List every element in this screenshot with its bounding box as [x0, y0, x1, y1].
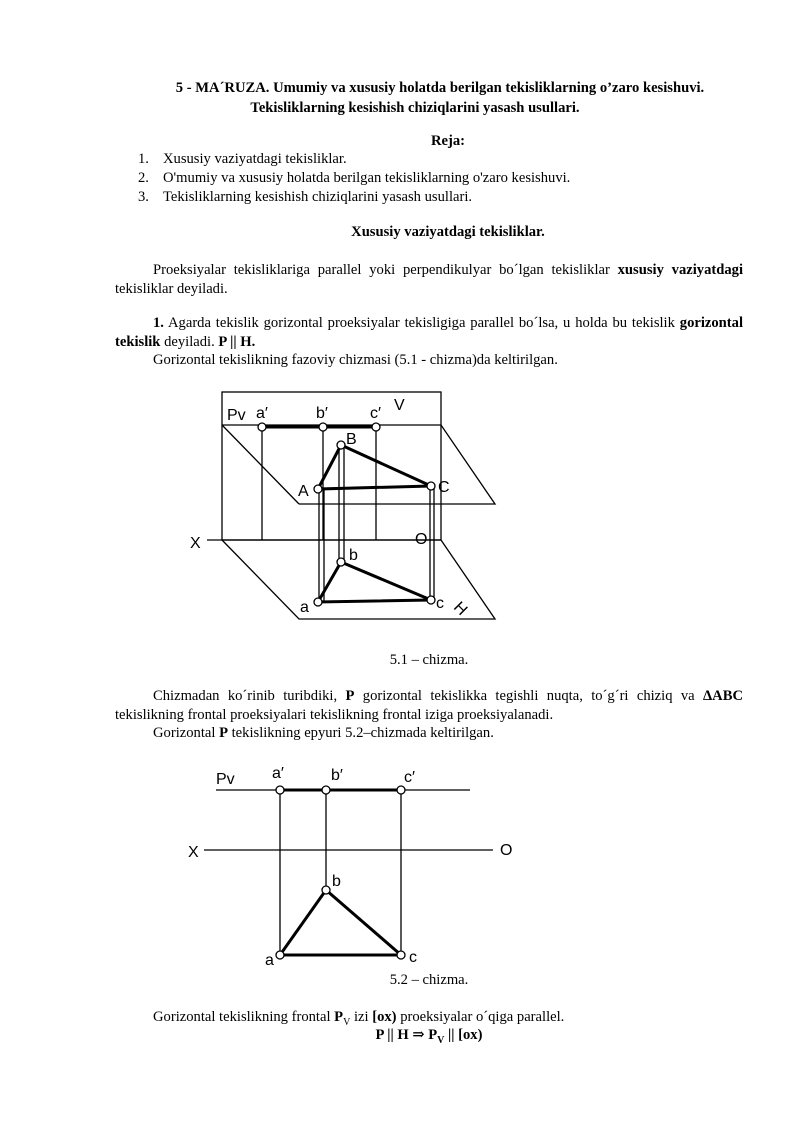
fig2-label-pv: Pv [216, 771, 235, 788]
fig1-label-o: O [415, 531, 428, 548]
paragraph-trace: Gorizontal tekislikning frontal $P_V$ izi [ox) proeksiyalar o´qiga parallel. [153, 1009, 565, 1028]
paragraph-definition: Proeksiyalar tekisliklariga parallel yoki perpendikulyar bo´lgan tekisliklar xususiy vaziyatdagi tekisliklar deyiladi. [115, 262, 743, 297]
paragraph-fig-ref: Gorizontal tekislikning fazoviy chizmasi (5.1 - chizma)da keltirilgan. [153, 352, 558, 368]
paragraph-horizontal-plane: 1. Agarda tekislik gorizontal proeksiyalar tekisligiga parallel bo´lsa, u holda bu tekislik gorizontal tekislik deyiladi. P || H. [115, 315, 743, 350]
plan-item: 3. Tekisliklarning kesishish chiziqlarini yasash usullari. [138, 189, 473, 205]
fig1-label-x: X [190, 535, 201, 552]
fig1-label-b1: b′ [316, 405, 328, 422]
fig1-label-B: B [346, 431, 357, 448]
fig2-label-b: b [332, 873, 341, 890]
paragraph-epure-ref: Gorizontal P tekislikning epyuri 5.2–chizmada keltirilgan. [153, 725, 494, 741]
fig2-label-a1: a′ [272, 765, 284, 782]
fig1-label-c: c [436, 595, 444, 612]
formula: P || H ⇒ $P_V$ || [ox) [375, 1027, 483, 1046]
section-heading: Xususiy vaziyatdagi tekisliklar. [351, 224, 545, 240]
fig1-label-A: A [298, 483, 309, 500]
fig2-label-o: O [500, 842, 513, 859]
fig1-label-C: C [438, 479, 450, 496]
fig2-label-c1: c′ [404, 769, 415, 786]
figure-5-2-caption: 5.2 – chizma. [389, 972, 469, 988]
title-line-1: 5 - MA´RUZA. Umumiy va xususiy holatda berilgan tekisliklarning o’zaro kesishuvi. [175, 80, 705, 96]
plan-heading: Reja: [430, 133, 466, 149]
fig1-label-h: H [450, 598, 471, 620]
fig2-label-b1: b′ [331, 767, 343, 784]
fig1-label-c1: c′ [370, 405, 381, 422]
fig1-label-b: b [349, 547, 358, 564]
fig1-label-a: a [300, 599, 309, 616]
figure-5-1-caption: 5.1 – chizma. [389, 652, 469, 668]
title-line-2: Tekisliklarning kesishish chiziqlarini yasash usullari. [250, 100, 580, 116]
fig1-label-a1: a′ [256, 405, 268, 422]
paragraph-observation: Chizmadan ko´rinib turibdiki, P gorizontal tekislikka tegishli nuqta, to´g´ri chiziq va ΔABC tekislikning frontal proeksiyalari tekislikning frontal iziga proeksiyalanadi. [115, 688, 743, 723]
plan-item: 2. O'mumiy va xususiy holatda berilgan tekisliklarning o'zaro kesishuvi. [138, 170, 571, 186]
fig2-label-c: c [409, 949, 417, 966]
fig1-label-v: V [394, 397, 405, 414]
fig2-label-a: a [265, 952, 274, 969]
fig1-label-pv: Pv [227, 407, 246, 424]
plan-item: 1. Xususiy vaziyatdagi tekisliklar. [138, 151, 347, 167]
fig2-label-x: X [188, 844, 199, 861]
